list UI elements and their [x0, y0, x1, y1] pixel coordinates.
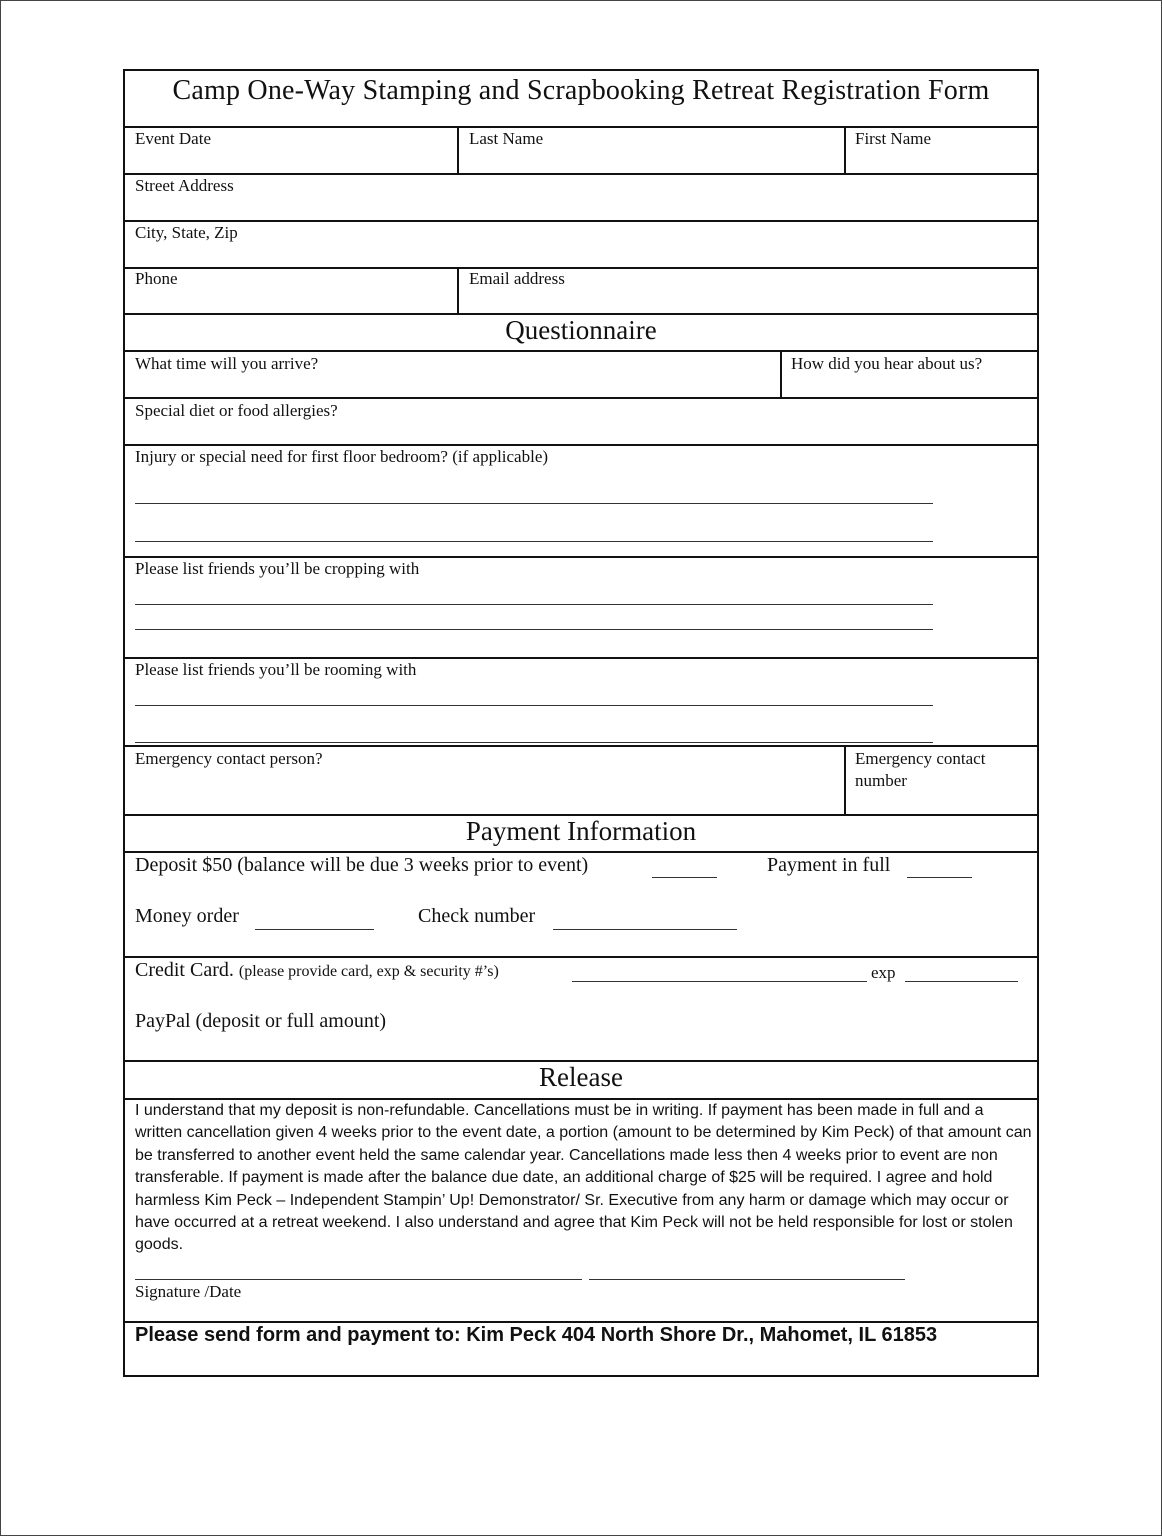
exp-blank[interactable] — [905, 981, 1018, 982]
divider — [457, 267, 459, 313]
rooming-friends-line-2[interactable] — [135, 742, 933, 743]
signature-date-label: Signature /Date — [135, 1282, 242, 1301]
divider — [125, 1321, 1037, 1323]
credit-card-blank[interactable] — [572, 981, 867, 982]
email-field[interactable] — [461, 288, 1035, 311]
city-state-zip-label: City, State, Zip — [135, 223, 238, 242]
street-address-field[interactable] — [127, 195, 1035, 218]
money-order-label: Money order — [135, 905, 239, 927]
city-state-zip-field[interactable] — [127, 242, 1035, 265]
credit-card-label — [135, 959, 499, 982]
divider — [125, 220, 1037, 222]
cropping-friends-label: Please list friends you’ll be cropping with — [135, 559, 420, 578]
mailing-instructions: Please send form and payment to: Kim Peck 404 North Shore Dr., Mahomet, IL 61853 — [135, 1324, 938, 1346]
credit-card-title: Credit Card. — [135, 959, 234, 981]
emergency-number-label: Emergency contact number — [855, 749, 986, 790]
divider — [780, 350, 782, 398]
divider — [844, 126, 846, 173]
last-name-label: Last Name — [469, 129, 544, 148]
check-number-blank[interactable] — [553, 929, 737, 930]
paypal-label: PayPal (deposit or full amount) — [135, 1010, 387, 1032]
rooming-friends-line-1[interactable] — [135, 705, 933, 706]
divider — [125, 745, 1037, 747]
emergency-number-field[interactable] — [848, 791, 1036, 813]
injury-need-label: Injury or special need for first floor bedroom? (if applicable) — [135, 447, 549, 466]
questionnaire-heading: Questionnaire — [505, 315, 657, 345]
phone-field[interactable] — [127, 288, 457, 311]
cropping-friends-line-1[interactable] — [135, 604, 933, 605]
phone-label: Phone — [135, 269, 178, 288]
cropping-friends-line-2[interactable] — [135, 629, 933, 630]
event-date-label: Event Date — [135, 129, 211, 148]
divider — [844, 745, 846, 815]
emergency-person-field[interactable] — [127, 769, 843, 813]
date-line[interactable] — [589, 1279, 905, 1280]
street-address-label: Street Address — [135, 176, 234, 195]
form-title: Camp One-Way Stamping and Scrapbooking Retreat Registration Form — [172, 75, 990, 106]
divider — [125, 956, 1037, 958]
divider — [125, 397, 1037, 399]
arrival-time-label: What time will you arrive? — [135, 354, 319, 373]
divider — [125, 350, 1037, 352]
email-label: Email address — [469, 269, 565, 288]
injury-need-line-2[interactable] — [135, 541, 933, 542]
emergency-person-label: Emergency contact person? — [135, 749, 323, 768]
special-diet-label: Special diet or food allergies? — [135, 401, 338, 420]
special-diet-field[interactable] — [127, 420, 1035, 442]
rooming-friends-label: Please list friends you’ll be rooming with — [135, 660, 417, 679]
money-order-blank[interactable] — [255, 929, 374, 930]
arrival-time-field[interactable] — [127, 373, 779, 397]
heard-about-field[interactable] — [784, 373, 1035, 397]
deposit-label: Deposit $50 (balance will be due 3 weeks prior to event) — [135, 854, 589, 876]
last-name-field[interactable] — [461, 147, 843, 171]
payment-full-blank[interactable] — [907, 877, 972, 878]
first-name-field[interactable] — [848, 147, 1036, 171]
divider — [457, 126, 459, 173]
divider — [125, 851, 1037, 853]
signature-line[interactable] — [135, 1279, 582, 1280]
divider — [125, 173, 1037, 175]
first-name-label: First Name — [855, 129, 932, 148]
injury-need-line-1[interactable] — [135, 503, 933, 504]
release-text: I understand that my deposit is non-refundable. Cancellations must be in writing. If payment has been made in full and a written cancellation given 4 weeks prior to the event date, a portion (amount to be determined by Kim Peck) of that amount can be transferred to another event held the same calendar year. Cancellations made less then 4 weeks prior to event are non transferable. If payment is made after the balance due date, an additional charge of $25 will be required. I agree and hold harmless Kim Peck – Independent Stampin’ Up! Demonstrator/ Sr. Executive from any harm or damage which may occur or have occurred at a retreat weekend. I also understand and agree that Kim Peck will not be held responsible for lost or stolen goods. — [135, 1102, 1032, 1254]
release-heading: Release — [539, 1062, 623, 1092]
payment-heading: Payment Information — [465, 816, 697, 846]
payment-full-label: Payment in full — [767, 854, 891, 876]
credit-card-note: (please provide card, exp & security #’s) — [238, 963, 499, 980]
exp-label: exp — [871, 963, 896, 982]
registration-form — [123, 69, 1039, 1377]
event-date-field[interactable] — [127, 147, 457, 171]
check-number-label: Check number — [418, 905, 536, 927]
deposit-blank[interactable] — [652, 877, 717, 878]
heard-about-label: How did you hear about us? — [791, 354, 983, 373]
divider — [125, 267, 1037, 269]
